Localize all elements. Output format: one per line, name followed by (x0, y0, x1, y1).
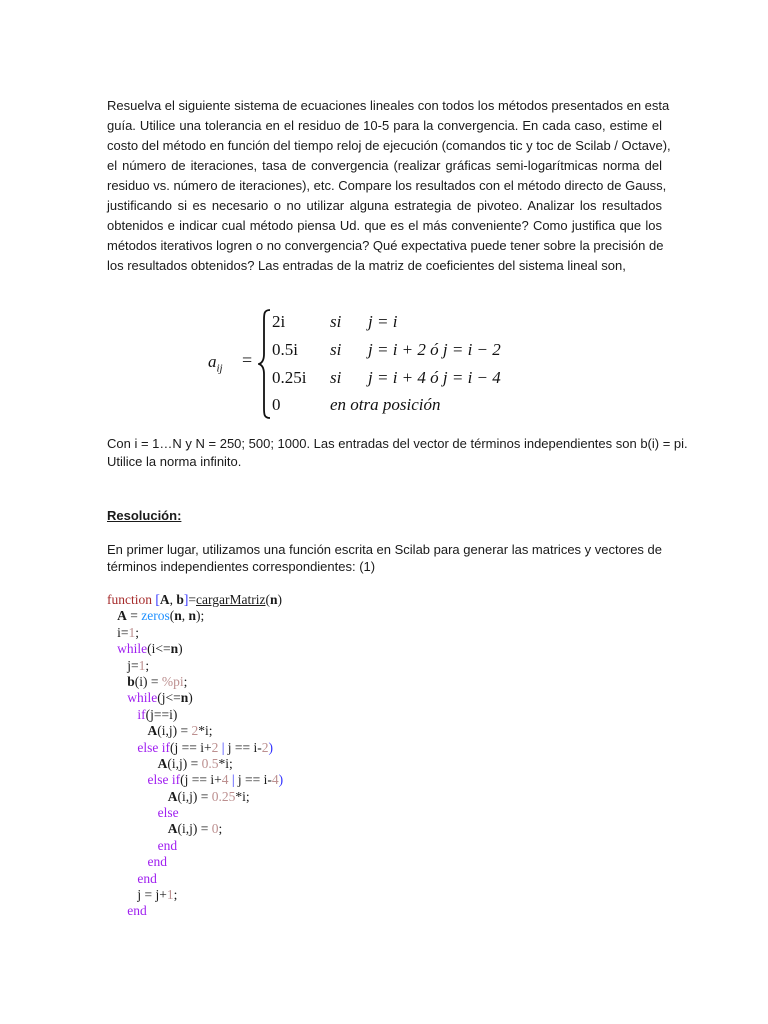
code-line: while(j<=n) (127, 690, 193, 706)
code-line: A(i,j) = 0; (167, 821, 223, 837)
resolution-intro (107, 541, 662, 575)
code-line: A(i,j) = 2*i; (147, 723, 213, 739)
resolution-heading: Resolución: (107, 508, 182, 523)
text-line: justificando si es necesario o no utilizar alguna estrategia de pivoteo. Analizar los resultados (107, 198, 662, 213)
code-line: else if(j == i+2 | j == i-2) (137, 739, 274, 755)
problem-statement (107, 96, 671, 276)
code-line: end (157, 837, 178, 853)
code-line: end (137, 870, 157, 886)
text-line: En primer lugar, utilizamos una función escrita en Scilab para generar las matrices y vectores de (107, 542, 662, 557)
formula-case: 0.25i si j = i + 4 ó j = i − 4 (272, 368, 501, 387)
left-brace-icon (258, 308, 272, 420)
code-line: end (147, 854, 167, 870)
formula-lhs: $a_{ij}$ (208, 352, 223, 375)
formula-equals: = (242, 350, 253, 370)
code-line: else if(j == i+4 | j == i-4) (147, 772, 284, 788)
piecewise-formula (208, 306, 568, 426)
text-line: residuo vs. número de iteraciones), etc. Compare los resultados con el método directo de Gauss, (107, 178, 667, 193)
text-line: Con i = 1…N y N = 250; 500; 1000. Las entradas del vector de términos independientes son b(i) = pi. (107, 436, 688, 451)
text-line: guía. Utilice una tolerancia en el residuo de 10-5 para la convergencia. En cada caso, estime el (107, 118, 662, 133)
code-line: i=1; (117, 624, 140, 640)
code-line: j = j+1; (137, 887, 178, 903)
code-line: function [A, b]=cargarMatriz(n) (107, 592, 282, 607)
code-line: if(j==i) (137, 706, 178, 722)
text-line: el número de iteraciones, tasa de convergencia (realizar gráficas semi-logarítmicas norma del (107, 158, 662, 173)
formula-case: 0.5i si j = i + 2 ó j = i − 2 (272, 340, 501, 359)
code-line: A(i,j) = 0.25*i; (167, 788, 250, 804)
code-line: else (157, 805, 179, 821)
code-line: A = zeros(n, n); (117, 608, 205, 624)
text-line: Resuelva el siguiente sistema de ecuaciones lineales con todos los métodos presentados en esta (107, 98, 670, 113)
code-line: j=1; (127, 657, 150, 673)
text-line: obtenidos e indicar cual método piensa Ud. que es el más conveniente? Como justifica que los (107, 218, 662, 233)
formula-case: 2i si j = i (272, 312, 398, 331)
text-line: Utilice la norma infinito. (107, 454, 242, 469)
formula-case: 0 en otra posición (272, 395, 441, 414)
text-line: términos independientes correspondientes: (1) (107, 559, 376, 574)
text-line: los resultados obtenidos? Las entradas de la matriz de coeficientes del sistema lineal son, (107, 258, 626, 273)
text-line: costo del método en función del tiempo reloj de ejecución (comandos tic y toc de Scilab / Octave), (107, 138, 671, 153)
problem-parameters (107, 435, 688, 471)
code-line: b(i) = %pi; (127, 673, 188, 689)
scilab-code-block (107, 592, 507, 920)
text-line: métodos iterativos logren o no convergencia? Qué expectativa puede tener sobre la precisión de (107, 238, 664, 253)
code-line: end (127, 903, 147, 919)
code-line: A(i,j) = 0.5*i; (157, 755, 233, 771)
code-line: while(i<=n) (117, 641, 183, 657)
